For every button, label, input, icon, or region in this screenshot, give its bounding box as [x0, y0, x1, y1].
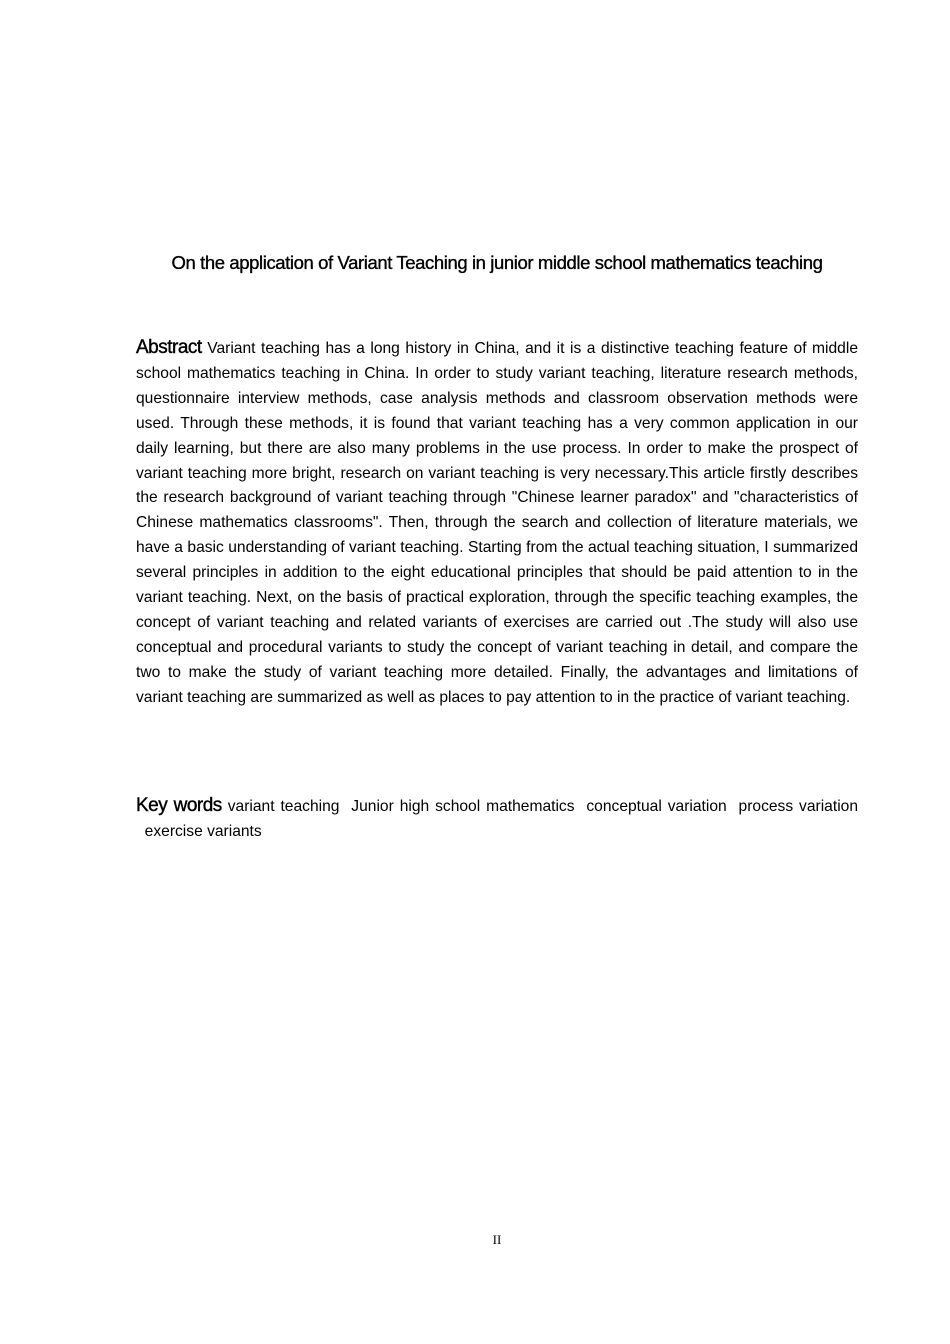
paper-title: On the application of Variant Teaching in junior middle school mathematics teaching: [171, 252, 823, 273]
abstract-section: [136, 336, 858, 711]
keyword-item: variant teaching: [227, 798, 340, 815]
page-number: II: [492, 1232, 502, 1247]
keyword-item: exercise variants: [144, 822, 262, 840]
abstract-label: Abstract: [136, 337, 202, 358]
abstract-text: Variant teaching has a long history in China, and it is a distinctive teaching feature of middle school mathematics teaching in China. In order to study variant teaching, literature research methods, questionnaire interview methods, case analysis methods and classroom observation methods were used. Through these methods, it is found that variant teaching has a very common application in our daily learning, but there are also many problems in the use process. In order to make the prospect of variant teaching more bright, research on variant teaching is very necessary.This article firstly describes the research background of variant teaching through "Chinese learner paradox" and "characteristics of Chinese mathematics classrooms". Then, through the search and collection of literature materials, we have a basic understanding of variant teaching. Starting from the actual teaching situation, I summarized several principles in addition to the eight educational principles that should be paid attention to in the variant teaching. Next, on the basis of practical exploration, through the specific teaching examples, the concept of variant teaching and related variants of exercises are carried out .The study will also use conceptual and procedural variants to study the concept of variant teaching in detail, and compare the two to make the study of variant teaching more detailed. Finally, the advantages and limitations of variant teaching are summarized as well as places to pay attention to in the practice of variant teaching.: [136, 340, 858, 706]
keywords-section: [136, 794, 858, 845]
keyword-item: conceptual variation: [586, 798, 727, 815]
keywords-label: Key words: [136, 795, 222, 816]
keyword-item: process variation: [738, 798, 859, 815]
keyword-item: Junior high school mathematics: [351, 798, 575, 815]
